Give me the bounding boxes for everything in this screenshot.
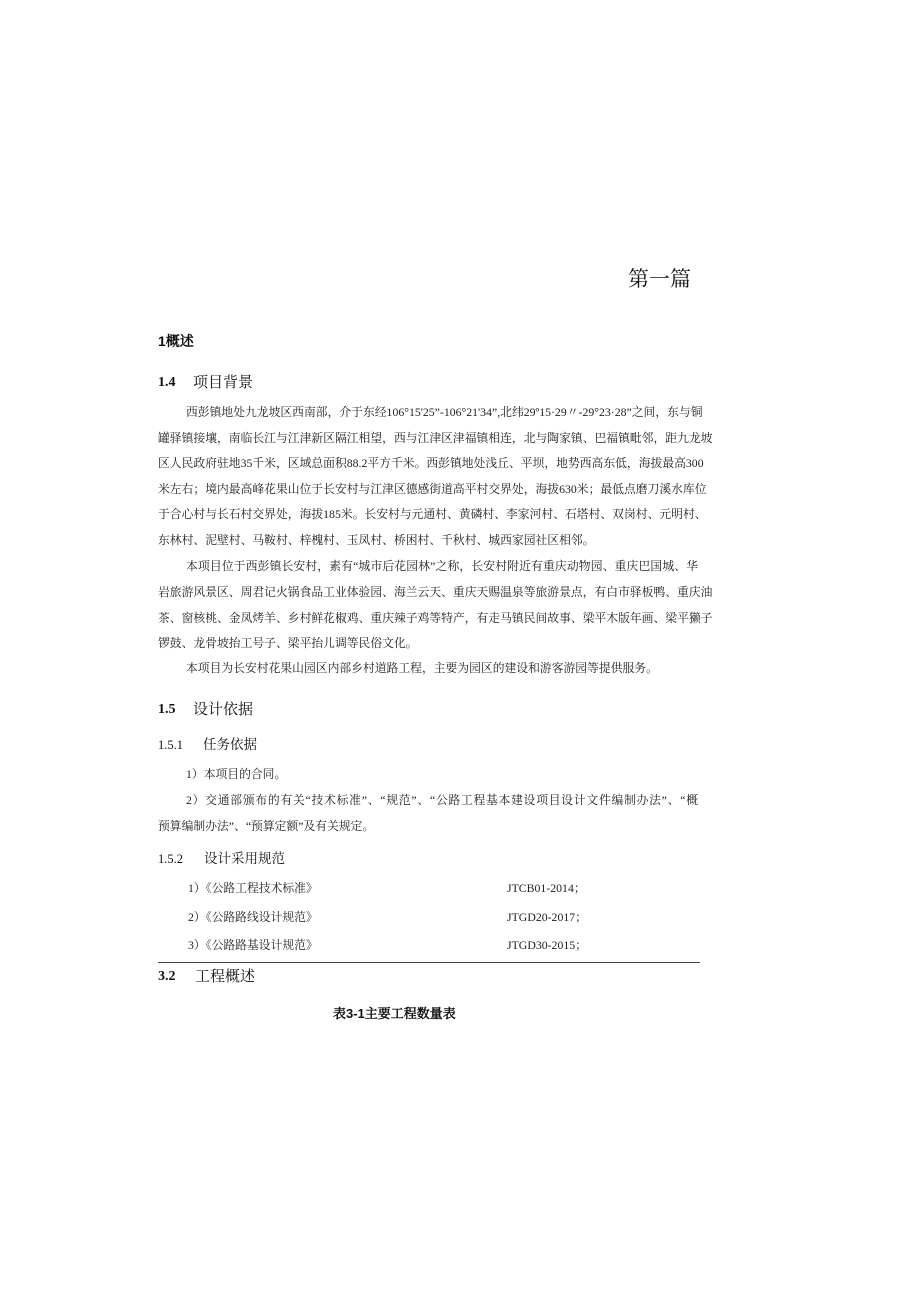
chapter-heading: 1概述 bbox=[158, 333, 194, 349]
horizontal-divider bbox=[158, 962, 700, 963]
paragraph-line: 西彭镇地处九龙坡区西南部，介于东经106°15'25”-106°21'34”,北纬29º15·29〃-29°23·28”之间，东与铜 bbox=[186, 405, 703, 419]
paragraph-line: 岩旅游风景区、周君记火锅食品工业体验园、海兰云天、重庆天赐温泉等旅游景点，有白市驿板鸭、重庆油 bbox=[158, 585, 713, 599]
part-title: 第一篇 bbox=[628, 268, 691, 291]
paragraph-line: 本项目位于西彭镇长安村，素有“城市后花园林”之称，长安村附近有重庆动物园、重庆巴国城、华 bbox=[186, 559, 698, 573]
section-1-5-2-number: 1.5.2 bbox=[158, 852, 183, 866]
section-1-5-number: 1.5 bbox=[158, 702, 176, 717]
paragraph-line: 锣鼓、龙骨坡抬工号子、梁平抬儿调等民俗文化。 bbox=[158, 636, 418, 650]
standard-name: 2）《公路路线设计规范》 bbox=[188, 910, 318, 924]
background-paragraph-3: 本项目为长安村花果山园区内部乡村道路工程，主要为园区的建设和游客游园等提供服务。 bbox=[186, 661, 658, 675]
paragraph-line: 东林村、泥壁村、马鞍村、梓槐村、玉凤村、桥困村、千秋村、城西家园社区相邻。 bbox=[158, 533, 595, 547]
section-1-5-1-title: 任务依据 bbox=[203, 737, 257, 752]
section-3-2-number: 3.2 bbox=[158, 969, 176, 984]
section-1-4-title: 项目背景 bbox=[193, 374, 254, 391]
standard-name: 3）《公路路基设计规范》 bbox=[188, 938, 318, 952]
paragraph-line: 罐驿镇接壤，南临长江与江津新区隔江相望，西与江津区津福镇相连，北与陶家镇、巴福镇毗邻，距九龙坡 bbox=[158, 431, 713, 445]
section-1-5-2-title: 设计采用规范 bbox=[204, 851, 285, 866]
section-3-2-title: 工程概述 bbox=[195, 968, 256, 985]
paragraph-line: 米左右；境内最高峰花果山位于长安村与江津区德感街道高平村交界处，海拔630米；最低点磨刀溪水库位 bbox=[158, 482, 707, 496]
standard-name: 1）《公路工程技术标准》 bbox=[188, 881, 318, 895]
paragraph-line: 茶、窗核桃、金凤烤羊、乡村鲜花椒鸡、重庆辣子鸡等特产，有走马镇民间故事、梁平木版年画、梁平獭子 bbox=[158, 611, 713, 625]
standard-code: JTGD30-2015； bbox=[507, 938, 587, 952]
section-1-5-1-number: 1.5.1 bbox=[158, 738, 183, 752]
paragraph-line: 于合心村与长石村交界处，海拔185米。长安村与元通村、黄磷村、李家河村、石塔村、双岗村、元明村、 bbox=[158, 507, 707, 521]
paragraph-line: 2）交通部颁布的有关“技术标准”、“规范”、“公路工程基本建设项目设计文件编制办法”、“概 bbox=[186, 793, 698, 807]
section-1-5-title: 设计依据 bbox=[193, 701, 254, 718]
basis-item-1: 1）本项目的合同。 bbox=[186, 767, 287, 781]
paragraph-line: 区人民政府驻地35千米，区域总面积88.2平方千米。西彭镇地处浅丘、平坝，地势西高东低，海拔最高300 bbox=[158, 456, 704, 470]
standard-code: JTCB01-2014； bbox=[507, 881, 586, 895]
standard-code: JTGD20-2017； bbox=[507, 910, 587, 924]
paragraph-line: 预算编制办法”、“预算定额”及有关规定。 bbox=[158, 819, 375, 833]
section-1-4-number: 1.4 bbox=[158, 375, 176, 390]
table-caption: 表3-1主要工程数量表 bbox=[333, 1006, 456, 1021]
